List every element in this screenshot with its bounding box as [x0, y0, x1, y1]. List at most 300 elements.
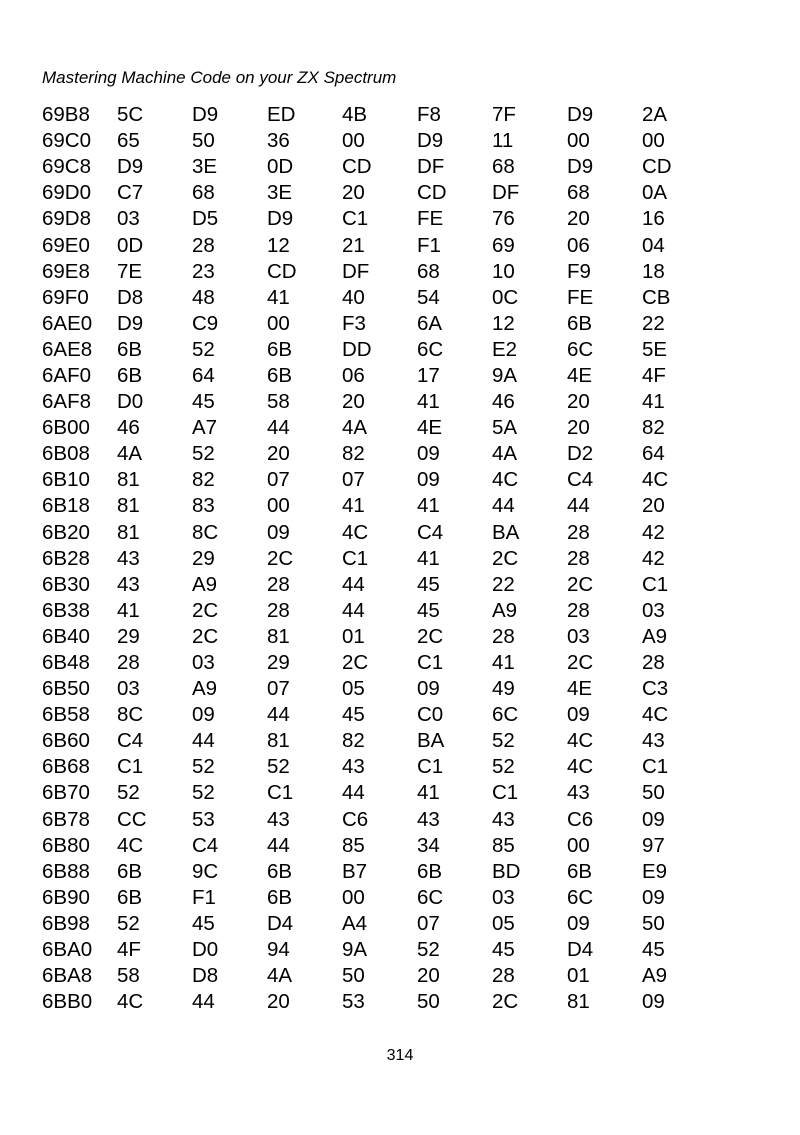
- byte-cell: F1: [192, 885, 216, 909]
- byte-cell: C1: [492, 781, 519, 805]
- byte-cell: 82: [342, 729, 365, 753]
- byte-cell: A9: [642, 964, 668, 988]
- byte-cell: DF: [492, 181, 520, 205]
- address-cell: 6B90: [42, 885, 90, 909]
- byte-cell: 20: [342, 181, 365, 205]
- byte-cell: 05: [492, 911, 515, 935]
- listing-row: [42, 598, 717, 624]
- listing-row: [42, 572, 717, 598]
- byte-cell: 10: [492, 259, 515, 283]
- byte-cell: 52: [417, 938, 440, 962]
- byte-cell: 40: [342, 285, 365, 309]
- byte-cell: 0A: [642, 181, 668, 205]
- byte-cell: A7: [192, 416, 218, 440]
- listing-row: [42, 885, 717, 911]
- byte-cell: 07: [342, 468, 365, 492]
- byte-cell: 4C: [642, 703, 669, 727]
- address-cell: 6B30: [42, 572, 90, 596]
- book-title: Mastering Machine Code on your ZX Spectrum: [42, 68, 397, 87]
- byte-cell: C1: [342, 546, 369, 570]
- address-cell: 6B58: [42, 703, 90, 727]
- byte-cell: 6B: [117, 363, 143, 387]
- byte-cell: CD: [342, 155, 372, 179]
- byte-cell: 81: [117, 494, 140, 518]
- byte-cell: 29: [267, 651, 290, 675]
- byte-cell: F8: [417, 103, 441, 127]
- byte-cell: 07: [267, 677, 290, 701]
- byte-cell: 52: [117, 781, 140, 805]
- byte-cell: 00: [567, 129, 590, 153]
- byte-cell: 76: [492, 207, 515, 231]
- listing-row: [42, 259, 717, 285]
- byte-cell: 36: [267, 129, 290, 153]
- listing-row: [42, 128, 717, 154]
- byte-cell: 85: [492, 833, 515, 857]
- byte-cell: 50: [417, 990, 440, 1014]
- byte-cell: CD: [642, 155, 672, 179]
- listing-row: [42, 859, 717, 885]
- byte-cell: DF: [342, 259, 370, 283]
- address-cell: 69E8: [42, 259, 90, 283]
- byte-cell: 6C: [567, 337, 594, 361]
- byte-cell: 64: [642, 442, 665, 466]
- byte-cell: 28: [567, 520, 590, 544]
- byte-cell: 4F: [117, 938, 141, 962]
- byte-cell: 2C: [492, 546, 519, 570]
- byte-cell: 28: [192, 233, 215, 257]
- byte-cell: 5C: [117, 103, 144, 127]
- byte-cell: 20: [342, 390, 365, 414]
- byte-cell: 52: [267, 755, 290, 779]
- address-cell: 6BA8: [42, 964, 93, 988]
- byte-cell: 8C: [192, 520, 219, 544]
- byte-cell: 41: [267, 285, 290, 309]
- byte-cell: 5E: [642, 337, 668, 361]
- byte-cell: 6C: [492, 703, 519, 727]
- listing-row: [42, 415, 717, 441]
- page-footer: [0, 1046, 800, 1066]
- byte-cell: 20: [267, 990, 290, 1014]
- byte-cell: 16: [642, 207, 665, 231]
- listing-row: [42, 180, 717, 206]
- byte-cell: 28: [267, 598, 290, 622]
- byte-cell: 42: [642, 520, 665, 544]
- byte-cell: 43: [117, 546, 140, 570]
- byte-cell: CD: [267, 259, 297, 283]
- byte-cell: 2C: [492, 990, 519, 1014]
- hex-listing: [42, 102, 717, 1015]
- byte-cell: C1: [642, 755, 669, 779]
- byte-cell: D2: [567, 442, 594, 466]
- byte-cell: 44: [192, 729, 215, 753]
- byte-cell: BA: [492, 520, 520, 544]
- address-cell: 6AE0: [42, 311, 93, 335]
- byte-cell: 58: [267, 390, 290, 414]
- byte-cell: 03: [492, 885, 515, 909]
- byte-cell: 34: [417, 833, 440, 857]
- address-cell: 6B78: [42, 807, 90, 831]
- byte-cell: 43: [117, 572, 140, 596]
- byte-cell: 45: [417, 598, 440, 622]
- byte-cell: 20: [417, 964, 440, 988]
- byte-cell: 45: [342, 703, 365, 727]
- byte-cell: 09: [642, 990, 665, 1014]
- address-cell: 6B88: [42, 859, 90, 883]
- byte-cell: 4A: [492, 442, 518, 466]
- byte-cell: 03: [117, 207, 140, 231]
- listing-row: [42, 441, 717, 467]
- byte-cell: 4E: [567, 677, 593, 701]
- address-cell: 6B28: [42, 546, 90, 570]
- byte-cell: B7: [342, 859, 368, 883]
- byte-cell: 44: [342, 781, 365, 805]
- byte-cell: 4E: [567, 363, 593, 387]
- byte-cell: 8C: [117, 703, 144, 727]
- byte-cell: 45: [642, 938, 665, 962]
- listing-row: [42, 285, 717, 311]
- byte-cell: 11: [492, 129, 514, 153]
- byte-cell: 82: [192, 468, 215, 492]
- byte-cell: 81: [567, 990, 590, 1014]
- listing-row: [42, 807, 717, 833]
- byte-cell: D4: [567, 938, 594, 962]
- byte-cell: A9: [492, 598, 518, 622]
- byte-cell: C1: [267, 781, 294, 805]
- byte-cell: F9: [567, 259, 591, 283]
- byte-cell: BA: [417, 729, 445, 753]
- address-cell: 6AF0: [42, 363, 91, 387]
- byte-cell: 53: [192, 807, 215, 831]
- byte-cell: 6C: [417, 885, 444, 909]
- byte-cell: D9: [117, 155, 144, 179]
- byte-cell: 44: [567, 494, 590, 518]
- byte-cell: D5: [192, 207, 219, 231]
- listing-row: [42, 676, 717, 702]
- listing-row: [42, 467, 717, 493]
- byte-cell: 28: [567, 598, 590, 622]
- address-cell: 6AE8: [42, 337, 93, 361]
- listing-row: [42, 206, 717, 232]
- byte-cell: 0D: [267, 155, 294, 179]
- address-cell: 6AF8: [42, 390, 91, 414]
- byte-cell: 49: [492, 677, 515, 701]
- byte-cell: D9: [192, 103, 219, 127]
- byte-cell: 2C: [192, 598, 219, 622]
- byte-cell: 44: [267, 703, 290, 727]
- byte-cell: D9: [417, 129, 444, 153]
- byte-cell: 2C: [417, 624, 444, 648]
- byte-cell: 12: [267, 233, 290, 257]
- byte-cell: 6B: [267, 859, 293, 883]
- byte-cell: D8: [117, 285, 144, 309]
- byte-cell: 4C: [492, 468, 519, 492]
- byte-cell: 20: [267, 442, 290, 466]
- byte-cell: 00: [342, 129, 365, 153]
- byte-cell: 03: [642, 598, 665, 622]
- byte-cell: 97: [642, 833, 665, 857]
- byte-cell: C6: [342, 807, 369, 831]
- byte-cell: 85: [342, 833, 365, 857]
- page-number: 314: [386, 1047, 414, 1064]
- address-cell: 69C8: [42, 155, 92, 179]
- byte-cell: 09: [267, 520, 290, 544]
- byte-cell: 52: [492, 755, 515, 779]
- byte-cell: 45: [192, 390, 215, 414]
- byte-cell: 09: [417, 677, 440, 701]
- byte-cell: 9C: [192, 859, 219, 883]
- byte-cell: 4C: [642, 468, 669, 492]
- byte-cell: A9: [642, 624, 668, 648]
- byte-cell: D4: [267, 911, 294, 935]
- byte-cell: 17: [417, 363, 440, 387]
- byte-cell: 58: [117, 964, 140, 988]
- byte-cell: 28: [267, 572, 290, 596]
- byte-cell: C9: [192, 311, 219, 335]
- byte-cell: 09: [642, 807, 665, 831]
- byte-cell: 46: [117, 416, 140, 440]
- byte-cell: C1: [417, 651, 444, 675]
- byte-cell: 41: [117, 598, 140, 622]
- byte-cell: 00: [267, 494, 290, 518]
- byte-cell: 6B: [117, 859, 143, 883]
- address-cell: 69B8: [42, 103, 90, 127]
- byte-cell: 52: [192, 442, 215, 466]
- byte-cell: F1: [417, 233, 441, 257]
- byte-cell: 41: [417, 494, 440, 518]
- byte-cell: 41: [417, 390, 440, 414]
- byte-cell: 68: [192, 181, 215, 205]
- byte-cell: 44: [267, 833, 290, 857]
- byte-cell: 44: [342, 572, 365, 596]
- byte-cell: C6: [567, 807, 594, 831]
- byte-cell: 20: [642, 494, 665, 518]
- listing-row: [42, 102, 717, 128]
- address-cell: 69D8: [42, 207, 92, 231]
- byte-cell: 6B: [567, 311, 593, 335]
- byte-cell: 0C: [492, 285, 519, 309]
- listing-row: [42, 963, 717, 989]
- byte-cell: 52: [192, 781, 215, 805]
- byte-cell: 46: [492, 390, 515, 414]
- byte-cell: C4: [567, 468, 594, 492]
- listing-row: [42, 363, 717, 389]
- byte-cell: 81: [117, 520, 140, 544]
- listing-row: [42, 937, 717, 963]
- byte-cell: 45: [417, 572, 440, 596]
- listing-row: [42, 311, 717, 337]
- byte-cell: 82: [642, 416, 665, 440]
- listing-row: [42, 337, 717, 363]
- byte-cell: C4: [117, 729, 144, 753]
- byte-cell: 01: [567, 964, 590, 988]
- byte-cell: 41: [342, 494, 365, 518]
- byte-cell: 20: [567, 207, 590, 231]
- byte-cell: C3: [642, 677, 669, 701]
- listing-row: [42, 520, 717, 546]
- byte-cell: 81: [267, 729, 290, 753]
- listing-row: [42, 780, 717, 806]
- byte-cell: 06: [342, 363, 365, 387]
- address-cell: 6BB0: [42, 990, 93, 1014]
- byte-cell: 5A: [492, 416, 518, 440]
- listing-row: [42, 989, 717, 1015]
- byte-cell: 69: [492, 233, 515, 257]
- byte-cell: D9: [567, 103, 594, 127]
- address-cell: 6B60: [42, 729, 90, 753]
- byte-cell: 44: [192, 990, 215, 1014]
- byte-cell: 52: [117, 911, 140, 935]
- byte-cell: 41: [492, 651, 515, 675]
- byte-cell: 52: [192, 755, 215, 779]
- byte-cell: 22: [642, 311, 665, 335]
- address-cell: 6B70: [42, 781, 90, 805]
- listing-row: [42, 624, 717, 650]
- byte-cell: 4A: [342, 416, 368, 440]
- byte-cell: 21: [342, 233, 365, 257]
- byte-cell: 00: [342, 885, 365, 909]
- byte-cell: D0: [192, 938, 219, 962]
- byte-cell: 3E: [267, 181, 293, 205]
- byte-cell: 41: [642, 390, 665, 414]
- byte-cell: 6B: [417, 859, 443, 883]
- byte-cell: E2: [492, 337, 518, 361]
- listing-row: [42, 702, 717, 728]
- byte-cell: 41: [417, 546, 440, 570]
- address-cell: 6B80: [42, 833, 90, 857]
- listing-row: [42, 754, 717, 780]
- listing-row: [42, 728, 717, 754]
- byte-cell: 4C: [567, 755, 594, 779]
- byte-cell: 28: [117, 651, 140, 675]
- byte-cell: 43: [342, 755, 365, 779]
- address-cell: 6B18: [42, 494, 90, 518]
- byte-cell: 43: [567, 781, 590, 805]
- listing-row: [42, 650, 717, 676]
- byte-cell: 6C: [567, 885, 594, 909]
- byte-cell: D9: [267, 207, 294, 231]
- byte-cell: 64: [192, 363, 215, 387]
- byte-cell: A4: [342, 911, 368, 935]
- byte-cell: 68: [417, 259, 440, 283]
- byte-cell: 28: [567, 546, 590, 570]
- byte-cell: 28: [642, 651, 665, 675]
- byte-cell: 43: [642, 729, 665, 753]
- byte-cell: D8: [192, 964, 219, 988]
- address-cell: 6B68: [42, 755, 90, 779]
- byte-cell: 44: [492, 494, 515, 518]
- byte-cell: A9: [192, 572, 218, 596]
- byte-cell: 6B: [567, 859, 593, 883]
- byte-cell: 4C: [342, 520, 369, 544]
- byte-cell: 48: [192, 285, 215, 309]
- byte-cell: CB: [642, 285, 671, 309]
- byte-cell: C1: [117, 755, 144, 779]
- byte-cell: 9A: [492, 363, 518, 387]
- listing-row: [42, 911, 717, 937]
- address-cell: 6B40: [42, 624, 90, 648]
- byte-cell: 2C: [567, 651, 594, 675]
- byte-cell: 65: [117, 129, 140, 153]
- byte-cell: C4: [192, 833, 219, 857]
- byte-cell: 50: [192, 129, 215, 153]
- byte-cell: 00: [642, 129, 665, 153]
- byte-cell: D0: [117, 390, 144, 414]
- address-cell: 6B38: [42, 598, 90, 622]
- address-cell: 69C0: [42, 129, 92, 153]
- byte-cell: 18: [642, 259, 665, 283]
- byte-cell: 4A: [267, 964, 293, 988]
- byte-cell: 52: [492, 729, 515, 753]
- byte-cell: 09: [192, 703, 215, 727]
- byte-cell: 28: [492, 624, 515, 648]
- byte-cell: 03: [117, 677, 140, 701]
- byte-cell: 4B: [342, 103, 368, 127]
- byte-cell: 3E: [192, 155, 218, 179]
- byte-cell: 05: [342, 677, 365, 701]
- byte-cell: 23: [192, 259, 215, 283]
- byte-cell: 09: [567, 703, 590, 727]
- byte-cell: 4F: [642, 363, 666, 387]
- byte-cell: 6B: [267, 885, 293, 909]
- byte-cell: C7: [117, 181, 144, 205]
- byte-cell: ED: [267, 103, 296, 127]
- address-cell: 6B08: [42, 442, 90, 466]
- byte-cell: 81: [117, 468, 140, 492]
- address-cell: 69D0: [42, 181, 92, 205]
- byte-cell: 09: [417, 442, 440, 466]
- byte-cell: 04: [642, 233, 665, 257]
- byte-cell: 2A: [642, 103, 668, 127]
- address-cell: 6B20: [42, 520, 90, 544]
- address-cell: 6B50: [42, 677, 90, 701]
- listing-row: [42, 833, 717, 859]
- page-header: [42, 67, 396, 89]
- byte-cell: 54: [417, 285, 440, 309]
- listing-row: [42, 493, 717, 519]
- address-cell: 6B10: [42, 468, 90, 492]
- byte-cell: BD: [492, 859, 521, 883]
- byte-cell: 6B: [117, 885, 143, 909]
- byte-cell: 2C: [192, 624, 219, 648]
- byte-cell: 4A: [117, 442, 143, 466]
- byte-cell: C1: [342, 207, 369, 231]
- byte-cell: 29: [192, 546, 215, 570]
- address-cell: 6B98: [42, 911, 90, 935]
- byte-cell: 20: [567, 416, 590, 440]
- byte-cell: 6B: [117, 337, 143, 361]
- byte-cell: 22: [492, 572, 515, 596]
- byte-cell: 68: [492, 155, 515, 179]
- byte-cell: 53: [342, 990, 365, 1014]
- byte-cell: 81: [267, 624, 290, 648]
- byte-cell: 09: [417, 468, 440, 492]
- byte-cell: 00: [567, 833, 590, 857]
- byte-cell: 6C: [417, 337, 444, 361]
- byte-cell: 0D: [117, 233, 144, 257]
- byte-cell: 50: [642, 781, 665, 805]
- byte-cell: 50: [342, 964, 365, 988]
- byte-cell: 09: [642, 885, 665, 909]
- byte-cell: FE: [567, 285, 594, 309]
- byte-cell: 28: [492, 964, 515, 988]
- byte-cell: 43: [267, 807, 290, 831]
- byte-cell: 42: [642, 546, 665, 570]
- byte-cell: CD: [417, 181, 447, 205]
- byte-cell: 07: [417, 911, 440, 935]
- byte-cell: 06: [567, 233, 590, 257]
- listing-row: [42, 154, 717, 180]
- byte-cell: 50: [642, 911, 665, 935]
